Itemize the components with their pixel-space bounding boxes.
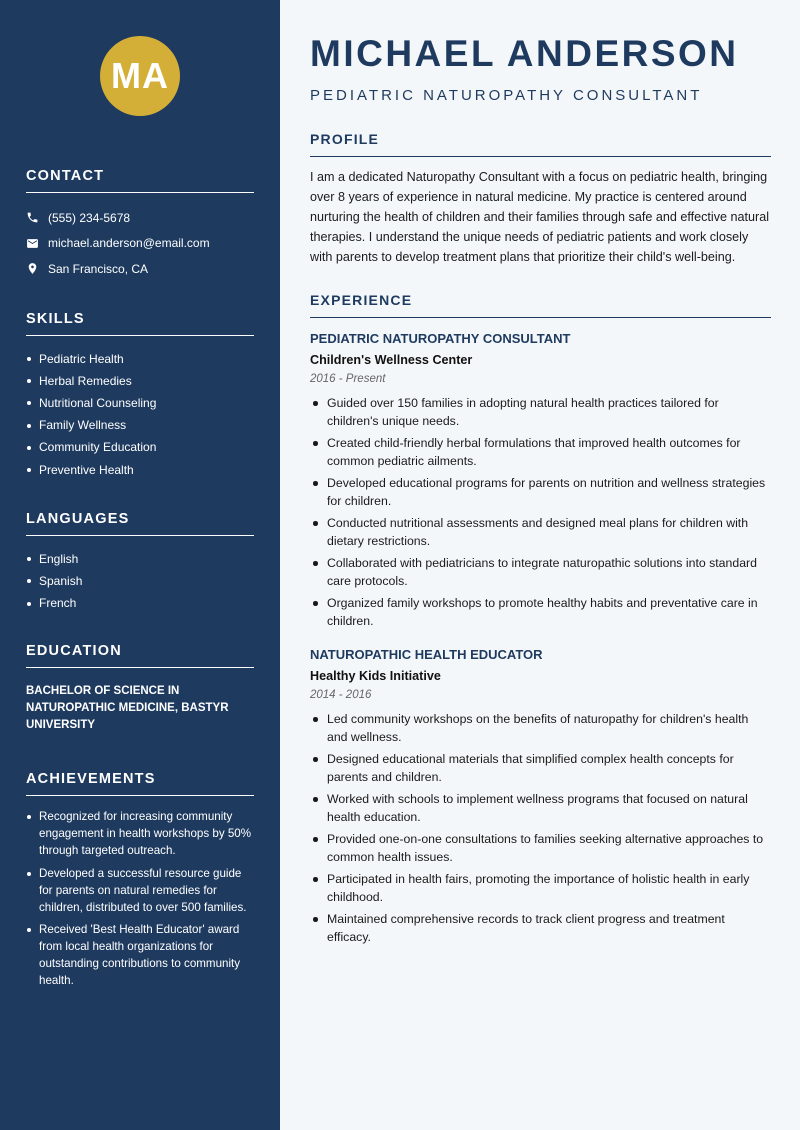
job-bullet: Organized family workshops to promote healthy habits and preventative care in children.	[310, 594, 771, 630]
language-item: English	[26, 548, 254, 570]
achievement-item: Received 'Best Health Educator' award from local health organizations for outstanding contributions to community health.	[26, 921, 254, 989]
job-bullet: Provided one-on-one consultations to families seeking alternative approaches to common health issues.	[310, 830, 771, 866]
location-text: San Francisco, CA	[48, 261, 149, 276]
contact-title: CONTACT	[26, 168, 254, 193]
avatar-initials: MA	[111, 55, 169, 96]
contact-section	[26, 168, 254, 282]
phone-icon	[26, 211, 39, 224]
skill-item: Nutritional Counseling	[26, 392, 254, 414]
profile-text: I am a dedicated Naturopathy Consultant with a focus on pediatric health, bringing over 8 years of experience in natural medicine. My practice is centered around nurturing the health of children and their families through safe and effective natural therapies. I understand the unique needs of pediatric patients and work closely with parents to develop treatment plans that prioritize their child's well-being.	[310, 170, 770, 264]
job-company: Healthy Kids Initiative	[310, 669, 441, 683]
job-dates: 2014 - 2016	[310, 689, 372, 701]
skills-title: SKILLS	[26, 311, 254, 336]
achievements-list	[26, 808, 254, 989]
main-content	[310, 0, 771, 950]
job-bullet: Led community workshops on the benefits of naturopathy for children's health and wellness.	[310, 710, 771, 746]
job-title: NATUROPATHIC HEALTH EDUCATOR	[310, 647, 543, 662]
skill-item: Herbal Remedies	[26, 370, 254, 392]
job-bullet: Developed educational programs for parents on nutrition and wellness strategies for children.	[310, 474, 771, 510]
job-bullet: Designed educational materials that simplified complex health concepts for parents and children.	[310, 750, 771, 786]
job-title: PEDIATRIC NATUROPATHY CONSULTANT	[310, 331, 571, 346]
job-entry	[310, 331, 771, 630]
job-bullets	[310, 394, 771, 630]
education-degree: BACHELOR OF SCIENCE IN NATUROPATHIC MEDICINE, BASTYR UNIVERSITY	[26, 685, 229, 732]
envelope-icon	[26, 237, 39, 250]
languages-section	[26, 511, 254, 615]
phone-text: (555) 234-5678	[48, 210, 131, 225]
skill-item: Community Education	[26, 436, 254, 458]
skills-section	[26, 311, 254, 481]
achievements-title: ACHIEVEMENTS	[26, 771, 254, 796]
job-bullet: Collaborated with pediatricians to integrate naturopathic solutions into standard care protocols.	[310, 554, 771, 590]
experience-section	[310, 292, 771, 946]
languages-title: LANGUAGES	[26, 511, 254, 536]
job-bullet: Conducted nutritional assessments and designed meal plans for children with dietary restrictions.	[310, 514, 771, 550]
sidebar	[0, 0, 280, 1130]
achievement-item: Developed a successful resource guide for parents on natural remedies for children, distributed to over 500 families.	[26, 865, 254, 916]
profile-title: PROFILE	[310, 131, 771, 157]
achievements-section	[26, 771, 254, 989]
candidate-role: PEDIATRIC NATUROPATHY CONSULTANT	[310, 87, 703, 104]
language-item: French	[26, 592, 254, 614]
email-text: michael.anderson@email.com	[48, 236, 210, 251]
skills-list	[26, 348, 254, 481]
job-dates: 2016 - Present	[310, 373, 386, 385]
job-bullet: Participated in health fairs, promoting the importance of holistic health in early childhood.	[310, 870, 771, 906]
avatar	[100, 36, 180, 116]
job-bullet: Created child-friendly herbal formulations that improved health outcomes for common pediatric ailments.	[310, 434, 771, 470]
contact-email	[26, 231, 254, 257]
languages-list	[26, 548, 254, 615]
language-item: Spanish	[26, 570, 254, 592]
candidate-name: MICHAEL ANDERSON	[310, 33, 739, 74]
education-title: EDUCATION	[26, 643, 254, 668]
job-bullet: Maintained comprehensive records to track client progress and treatment efficacy.	[310, 910, 771, 946]
skill-item: Preventive Health	[26, 459, 254, 481]
skill-item: Family Wellness	[26, 414, 254, 436]
contact-location	[26, 256, 254, 282]
achievement-item: Recognized for increasing community engagement in health workshops by 50% through targeted outreach.	[26, 808, 254, 859]
experience-title: EXPERIENCE	[310, 292, 771, 318]
job-company: Children's Wellness Center	[310, 353, 473, 367]
education-section	[26, 643, 254, 734]
job-bullets	[310, 710, 771, 946]
job-bullet: Worked with schools to implement wellness programs that focused on natural health education.	[310, 790, 771, 826]
map-pin-icon	[26, 262, 39, 275]
skill-item: Pediatric Health	[26, 348, 254, 370]
job-entry	[310, 647, 771, 946]
profile-section	[310, 131, 771, 267]
contact-phone	[26, 205, 254, 231]
job-bullet: Guided over 150 families in adopting natural health practices tailored for children's unique needs.	[310, 394, 771, 430]
